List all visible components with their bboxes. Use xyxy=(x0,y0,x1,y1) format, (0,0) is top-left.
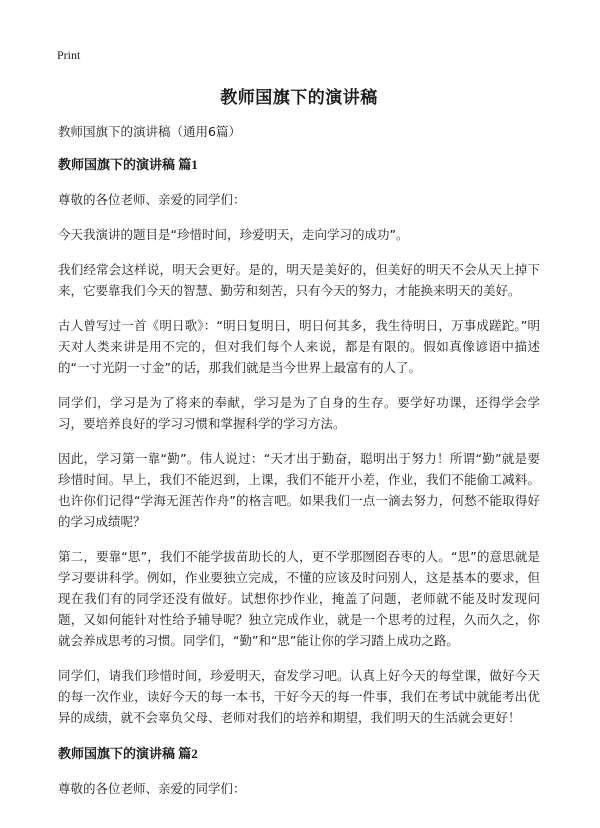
body-paragraph: 古人曾写过一首《明日歌》：“明日复明日，明日何其多，我生待明日，万事成蹉跎。”明天对人类来讲是用不完的，但对我们每个人来说，都是有限的。假如真像谚语中描述的“一寸光阴一寸金”的话，那我们就是当今世界上最富有的人了。 xyxy=(58,318,540,375)
body-paragraph: 同学们，学习是为了将来的奉献，学习是为了自身的生存。要学好功课，还得学会学习，要培养良好的学习习惯和掌握科学的学习方法。 xyxy=(58,395,540,431)
body-paragraph: 同学们，请我们珍惜时间，珍爱明天，奋发学习吧。认真上好今天的每堂课，做好今天的每一次作业，读好今天的每一本书，干好今天的每一件事，我们在考试中就能考出优异的成绩，就不会辜负父母、老师对我们的培养和期望，我们明天的生活就会更好！ xyxy=(58,668,540,725)
body-paragraph: 今天我演讲的题目是“珍惜时间，珍爱明天，走向学习的成功”。 xyxy=(58,227,409,242)
body-paragraph: 因此，学习第一靠“勤”。伟人说过：“天才出于勤奋，聪明出于努力！所谓“勤”就是要珍惜时间。早上，我们不能迟到，上课，我们不能开小差，作业，我们不能偷工减料。也许你们记得“学海无涯苦作舟”的格言吧。如果我们一点一滴去努力，何愁不能取得好的学习成绩呢？ xyxy=(58,451,540,529)
document-subtitle: 教师国旗下的演讲稿（通用6篇） xyxy=(58,124,241,139)
page-title: 教师国旗下的演讲稿 xyxy=(220,88,378,108)
salutation-paragraph: 尊敬的各位老师、亲爱的同学们： xyxy=(58,781,246,796)
section-heading-2: 教师国旗下的演讲稿 篇2 xyxy=(58,746,198,761)
salutation-paragraph: 尊敬的各位老师、亲爱的同学们： xyxy=(58,192,246,207)
body-paragraph: 我们经常会这样说，明天会更好。是的，明天是美好的，但美好的明天不会从天上掉下来，它要靠我们今天的智慧、勤劳和刻苦，只有今天的努力，才能换来明天的美好。 xyxy=(58,262,540,298)
body-paragraph: 第二，要靠“思”，我们不能学拔苗助长的人，更不学那囫囵吞枣的人。“思”的意思就是学习要讲科学。例如，作业要独立完成，不懂的应该及时问别人，这是基本的要求，但现在我们有的同学还没有做好。试想你抄作业，掩盖了问题，老师就不能及时发现问题，又如何能针对性给予辅导呢？独立完成作业，就是一个思考的过程，久而久之，你就会养成思考的习惯。同学们，“勤”和“思”能让你的学习踏上成功之路。 xyxy=(58,549,540,648)
section-heading-1: 教师国旗下的演讲稿 篇1 xyxy=(58,157,198,172)
print-link[interactable]: Print xyxy=(57,48,81,62)
